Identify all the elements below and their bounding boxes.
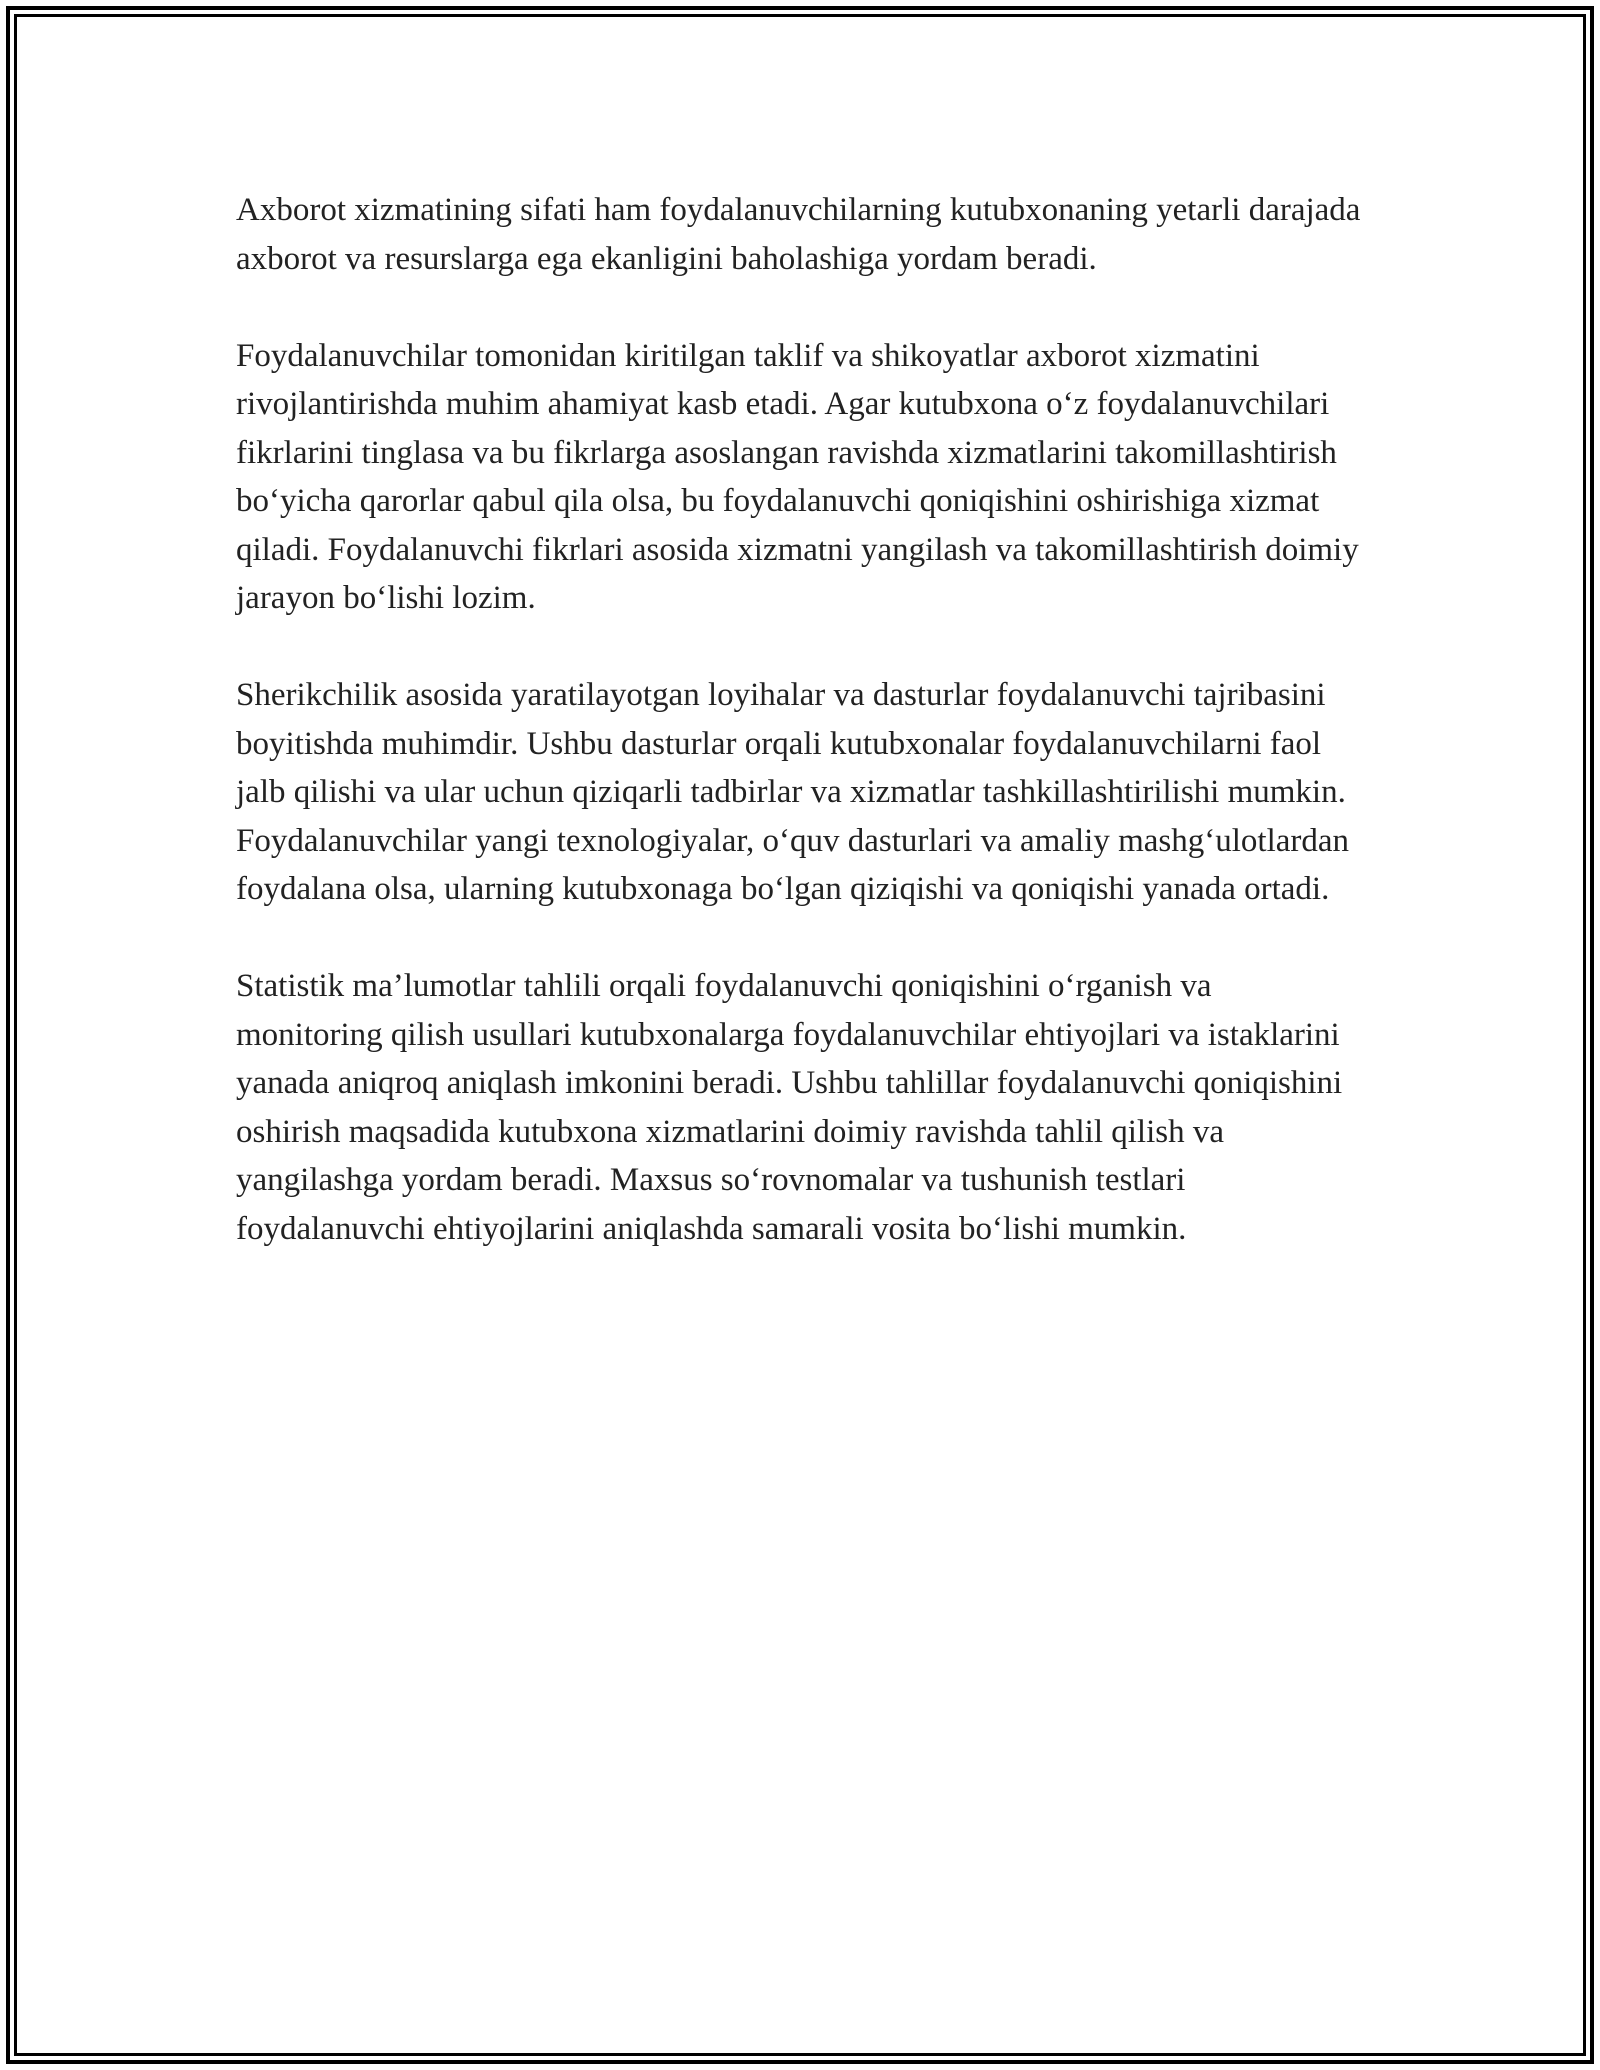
paragraph-3: Sherikchilik asosida yaratilayotgan loyihalar va dasturlar foydalanuvchi tajribasini boyitishda muhimdir. Ushbu dasturlar orqali kutubxonalar foydalanuvchilarni faol jalb qilishi va ular uchun qiziqarli tadbirlar va xizmatlar tashkillashtirilishi mumkin. Foydalanuvchilar yangi texnologiyalar, o‘quv dasturlari va amaliy mashg‘ulotlardan foydalana olsa, ularning kutubxonaga bo‘lgan qiziqishi va qoniqishi yanada ortadi. (236, 677, 1350, 907)
paragraph-1: Axborot xizmatining sifati ham foydalanuvchilarning kutubxonaning yetarli darajada axborot va resurslarga ega ekanligini baholashiga yordam beradi. (236, 192, 1361, 277)
paragraph-2: Foydalanuvchilar tomonidan kiritilgan taklif va shikoyatlar axborot xizmatini rivojlantirishda muhim ahamiyat kasb etadi. Agar kutubxona o‘z foydalanuvchilari fikrlarini tinglasa va bu fikrlarga asoslangan ravishda xizmatlarini takomillashtirish bo‘yicha qarorlar qabul qila olsa, bu foydalanuvchi qoniqishini oshirishiga xizmat qiladi. Foydalanuvchi fikrlari asosida xizmatni yangilash va takomillashtirish doimiy jarayon bo‘lishi lozim. (236, 337, 1359, 616)
paragraph-4: Statistik ma’lumotlar tahlili orqali foydalanuvchi qoniqishini o‘rganish va monitoring qilish usullari kutubxonalarga foydalanuvchilar ehtiyojlari va istaklarini yanada aniqroq aniqlash imkonini beradi. Ushbu tahlillar foydalanuvchi qoniqishini oshirish maqsadida kutubxona xizmatlarini doimiy ravishda tahlil qilish va yangilashga yordam beradi. Maxsus so‘rovnomalar va tushunish testlari foydalanuvchi ehtiyojlarini aniqlashda samarali vosita bo‘lishi mumkin. (236, 968, 1343, 1247)
document-body (236, 186, 1366, 1302)
